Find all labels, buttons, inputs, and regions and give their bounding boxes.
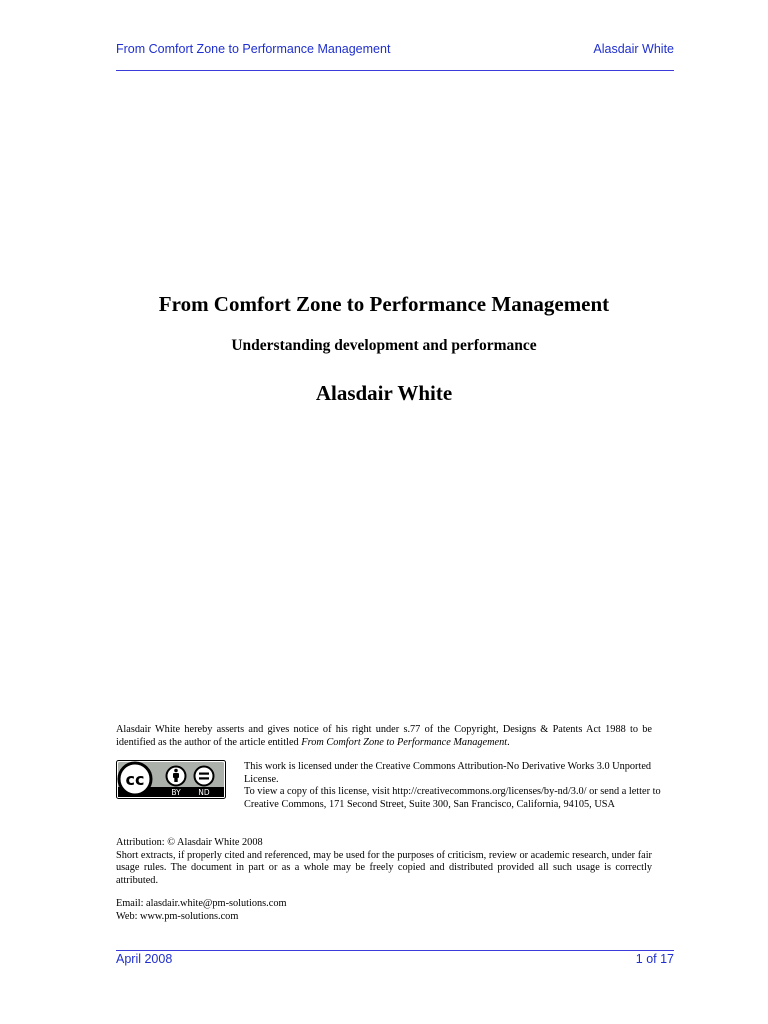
by-label: BY (171, 788, 181, 797)
assertion-end: . (507, 736, 510, 748)
document-author: Alasdair White (315, 381, 453, 405)
no-derivatives-equals-icon (195, 767, 214, 786)
footer-page-number: 1 of 17 (635, 952, 674, 966)
header-document-title: From Comfort Zone to Performance Management (116, 42, 391, 56)
document-subtitle: Understanding development and performance (231, 337, 537, 354)
assertion-text: Alasdair White hereby asserts and gives notice of his right under s.77 of the Copyright, Designs & Patents Act 1988 to be identified as the author of the article entitled (116, 724, 652, 748)
cc-text: cc (125, 770, 145, 789)
license-details: To view a copy of this license, visit http://creativecommons.org/licenses/by-nd/3.0/ or send a letter to Creative Commons, 171 Second Street, Suite 300, San Francisco, California, 94105, USA (244, 786, 661, 810)
document-title: From Comfort Zone to Performance Management (158, 292, 610, 316)
assertion-article-title: From Comfort Zone to Performance Management (301, 736, 508, 748)
page-header (116, 42, 674, 56)
contact-web: Web: www.pm-solutions.com (116, 910, 239, 922)
fair-usage-statement: Short extracts, if properly cited and referenced, may be used for the purposes of criticism, review or academic research, under fair usage rules. The document in part or as a whole may be freely copied and distributed provided all such usage is correctly attributed. (116, 849, 652, 886)
license-statement: This work is licensed under the Creative Commons Attribution-No Derivative Works 3.0 Unported License. (244, 761, 652, 785)
creative-commons-by-nd-logo (116, 760, 226, 799)
nd-label: ND (198, 788, 210, 797)
header-author: Alasdair White (593, 42, 674, 56)
attribution-person-icon (167, 767, 186, 786)
copyright-assertion (116, 724, 652, 749)
attribution-line: Attribution: © Alasdair White 2008 (116, 837, 263, 848)
contact-email: Email: alasdair.white@pm-solutions.com (116, 898, 287, 909)
footer-rule (116, 950, 674, 951)
license-notice (244, 761, 664, 811)
header-rule (116, 70, 674, 71)
footer-date: April 2008 (116, 952, 173, 966)
attribution-block (116, 837, 652, 887)
page-footer (116, 952, 674, 966)
contact-block (116, 898, 652, 923)
